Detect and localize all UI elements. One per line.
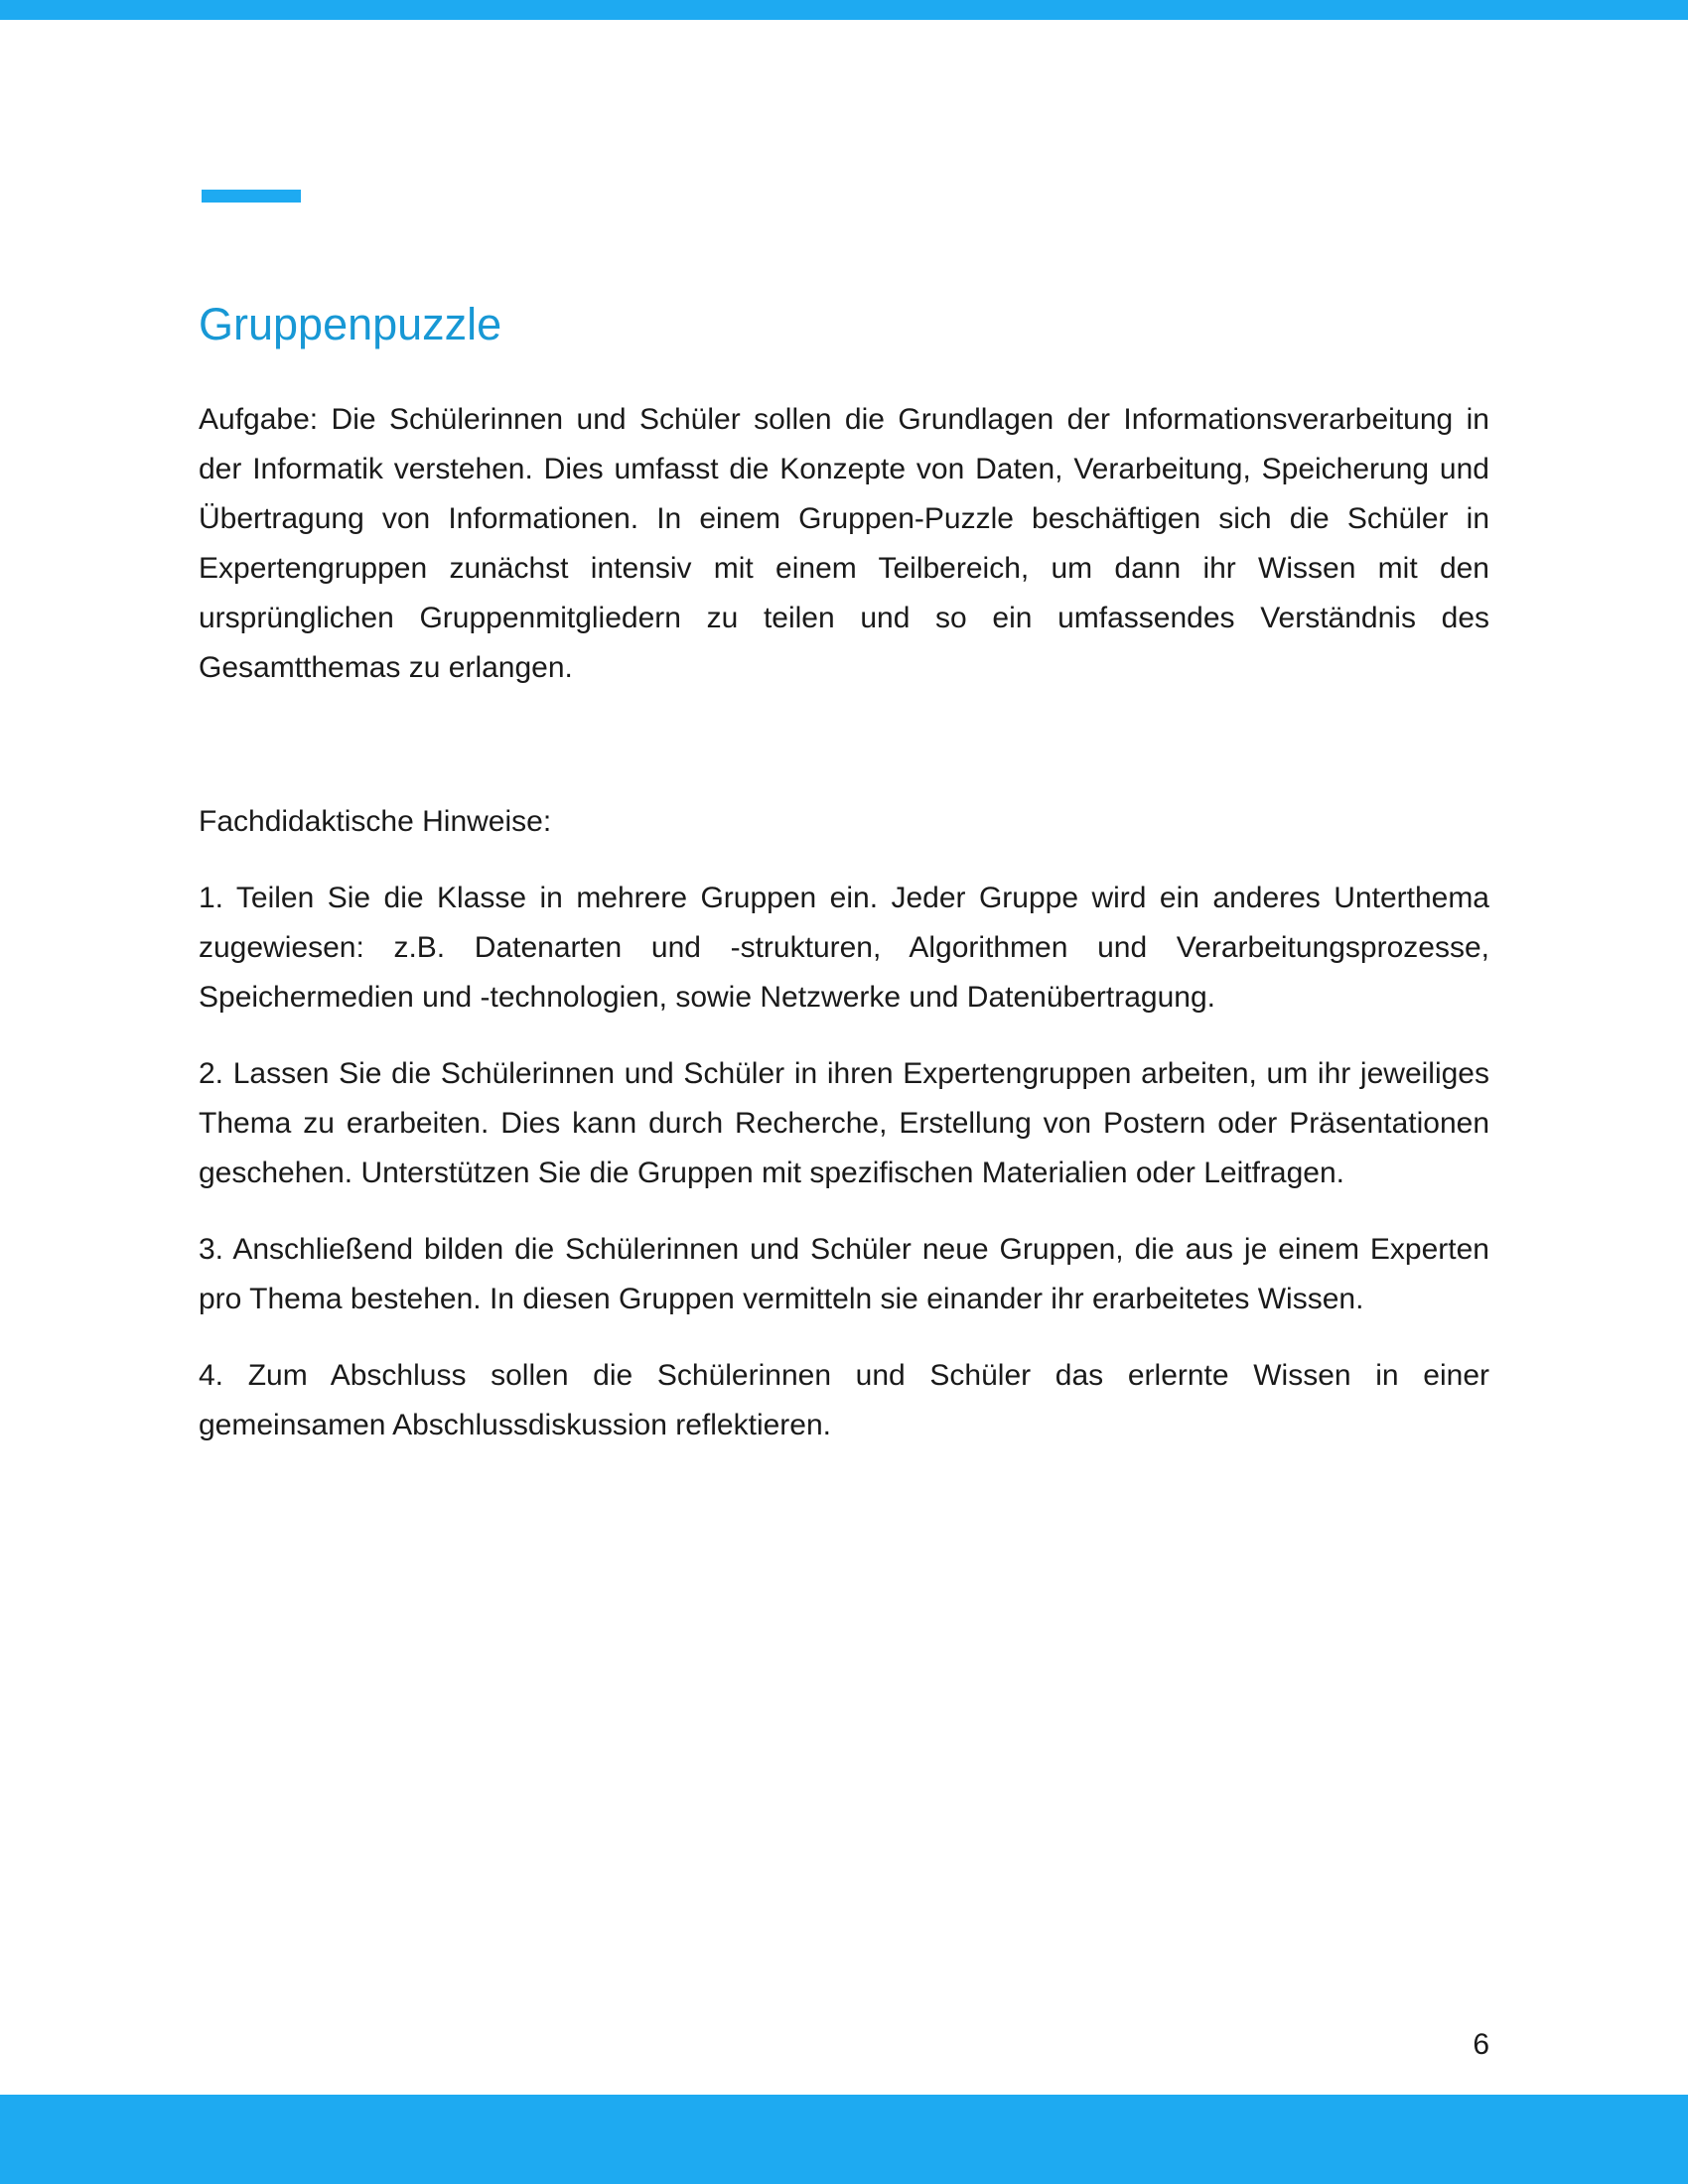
intro-paragraph: Aufgabe: Die Schülerinnen und Schüler sollen die Grundlagen der Informationsverarbeitung in der Informatik verstehen. Dies umfasst die Konzepte von Daten, Verarbeitung, Speicherung und Übertragung von Informationen. In einem Gruppen-Puzzle beschäftigen sich die Schüler in Expertengruppen zunächst intensiv mit einem Teilbereich, um dann ihr Wissen mit den ursprünglichen Gruppenmitgliedern zu teilen und so ein umfassendes Verständnis des Gesamtthemas zu erlangen. — [199, 403, 1489, 684]
bottom-accent-bar — [0, 2095, 1688, 2184]
hint-item-1: 1. Teilen Sie die Klasse in mehrere Gruppen ein. Jeder Gruppe wird ein anderes Unterthema zugewiesen: z.B. Datenarten und -strukturen, Algorithmen und Verarbeitungsprozesse, Speichermedien und -technologien, sowie Netzwerke und Datenübertragung. — [199, 882, 1489, 1014]
hint-item-2: 2. Lassen Sie die Schülerinnen und Schüler in ihren Expertengruppen arbeiten, um ihr jeweiliges Thema zu erarbeiten. Dies kann durch Recherche, Erstellung von Postern oder Präsentationen geschehen. Unterstützen Sie die Gruppen mit spezifischen Materialien oder Leitfragen. — [199, 1057, 1489, 1189]
document-body — [199, 395, 1489, 1450]
page-number: 6 — [1473, 2028, 1489, 2061]
hints-label: Fachdidaktische Hinweise: — [199, 805, 552, 838]
hint-item-3: 3. Anschließend bilden die Schülerinnen und Schüler neue Gruppen, die aus je einem Experten pro Thema bestehen. In diesen Gruppen vermitteln sie einander ihr erarbeitetes Wissen. — [199, 1233, 1489, 1315]
accent-dash — [202, 190, 301, 203]
top-accent-bar — [0, 0, 1688, 20]
hint-item-4: 4. Zum Abschluss sollen die Schülerinnen und Schüler das erlernte Wissen in einer gemeinsamen Abschlussdiskussion reflektieren. — [199, 1359, 1489, 1441]
page-title: Gruppenpuzzle — [199, 299, 502, 349]
